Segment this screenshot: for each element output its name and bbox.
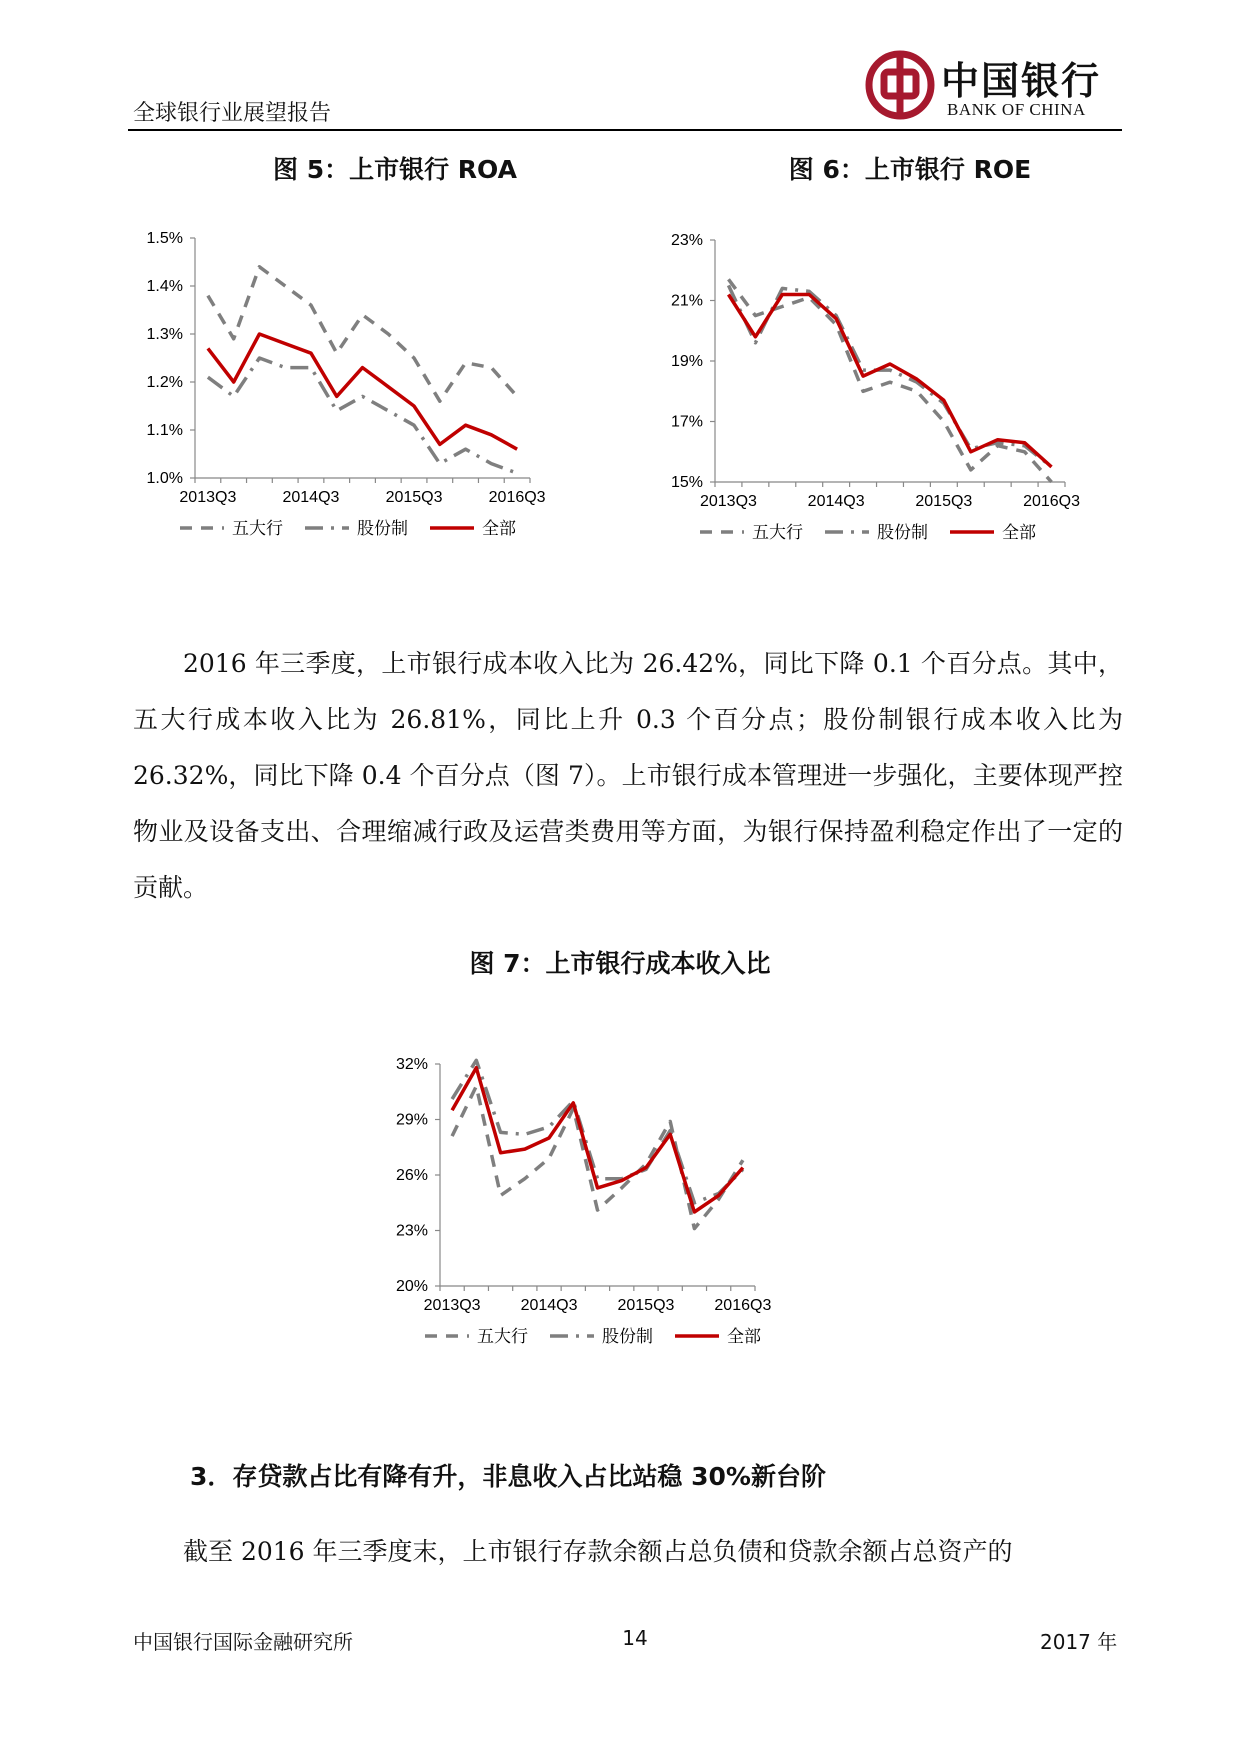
- legend-label-big_five: 五大行: [232, 519, 283, 538]
- y-tick-label: 15%: [670, 474, 703, 491]
- figure-5-title: 图 5：上市银行 ROA: [273, 155, 517, 184]
- page-number: 14: [622, 1626, 648, 1650]
- cost-income-line-chart: [370, 1050, 880, 1430]
- legend-label-joint_stock: 股份制: [877, 523, 928, 542]
- bank-name-cn: 中国银行: [941, 58, 1102, 103]
- y-tick-label: 26%: [395, 1167, 428, 1184]
- x-tick-label: 2014Q3: [282, 489, 340, 506]
- y-tick-label: 1.1%: [146, 422, 183, 439]
- y-tick-label: 1.3%: [146, 326, 183, 343]
- x-tick-label: 2015Q3: [617, 1297, 675, 1314]
- series-line-all: [208, 334, 517, 449]
- y-tick-label: 17%: [670, 413, 703, 431]
- x-tick-label: 2016Q3: [714, 1297, 772, 1314]
- section-heading: 3．存贷款占比有降有升，非息收入占比站稳 30%新台阶: [190, 1462, 826, 1491]
- x-tick-label: 2015Q3: [915, 493, 973, 510]
- y-tick-label: 21%: [670, 292, 703, 310]
- y-tick-label: 29%: [395, 1111, 428, 1129]
- legend-label-all: 全部: [727, 1327, 761, 1346]
- series-line-joint_stock: [208, 358, 517, 473]
- y-tick-label: 1.0%: [146, 470, 183, 487]
- figure-7-title: 图 7：上市银行成本收入比: [469, 949, 771, 978]
- bank-logo: [865, 46, 1115, 126]
- x-tick-label: 2013Q3: [179, 489, 237, 506]
- legend-label-joint_stock: 股份制: [602, 1327, 653, 1346]
- header-divider: [128, 129, 1122, 131]
- series-line-big_five: [208, 267, 517, 401]
- bank-of-china-emblem-icon: [865, 50, 935, 120]
- figure-6-title: 图 6：上市银行 ROE: [788, 155, 1032, 184]
- x-tick-label: 2013Q3: [699, 493, 757, 510]
- x-tick-label: 2014Q3: [807, 493, 865, 510]
- body-paragraph-1: [133, 636, 1123, 916]
- report-title: 全球银行业展望报告: [133, 101, 332, 126]
- x-tick-label: 2016Q3: [1023, 493, 1081, 510]
- bank-name-en: BANK OF CHINA: [947, 100, 1086, 119]
- y-tick-label: 1.5%: [146, 230, 183, 247]
- footer-year: 2017 年: [1040, 1630, 1118, 1654]
- series-line-big_five: [729, 279, 1052, 482]
- x-tick-label: 2016Q3: [488, 489, 546, 506]
- legend-label-big_five: 五大行: [752, 523, 803, 542]
- x-tick-label: 2013Q3: [423, 1297, 481, 1314]
- legend-label-all: 全部: [1002, 523, 1036, 542]
- footer-institute: 中国银行国际金融研究所: [133, 1630, 353, 1654]
- paragraph-text-2: 截至 2016 年三季度末，上市银行存款余额占总负债和贷款余额占总资产的: [183, 1537, 1013, 1566]
- y-tick-label: 23%: [395, 1222, 428, 1240]
- y-tick-label: 19%: [670, 353, 703, 370]
- y-tick-label: 23%: [670, 232, 703, 249]
- x-tick-label: 2014Q3: [520, 1297, 578, 1314]
- x-tick-label: 2015Q3: [385, 489, 443, 506]
- y-tick-label: 1.2%: [146, 374, 183, 391]
- y-tick-label: 32%: [395, 1056, 428, 1073]
- y-tick-label: 20%: [395, 1278, 428, 1295]
- body-paragraph-2: [133, 1524, 1123, 1580]
- series-line-all: [452, 1068, 743, 1212]
- legend-label-joint_stock: 股份制: [357, 519, 408, 538]
- legend-label-big_five: 五大行: [477, 1327, 528, 1346]
- paragraph-text: 2016 年三季度，上市银行成本收入比为 26.42%，同比下降 0.1 个百分点。其中，五大行成本收入比为 26.81%，同比上升 0.3 个百分点；股份制银行成本收入比为 26.32%，同比下降 0.4 个百分点（图 7）。上市银行成本管理进一步强化，主要体现严控物业及设备支出、合理缩减行政及运营类费用等方面，为银行保持盈利稳定作出了一定的贡献。: [133, 649, 1123, 902]
- y-tick-label: 1.4%: [146, 278, 183, 295]
- roa-line-chart: [120, 220, 580, 620]
- legend-label-all: 全部: [482, 519, 516, 538]
- roe-line-chart: [645, 220, 1125, 620]
